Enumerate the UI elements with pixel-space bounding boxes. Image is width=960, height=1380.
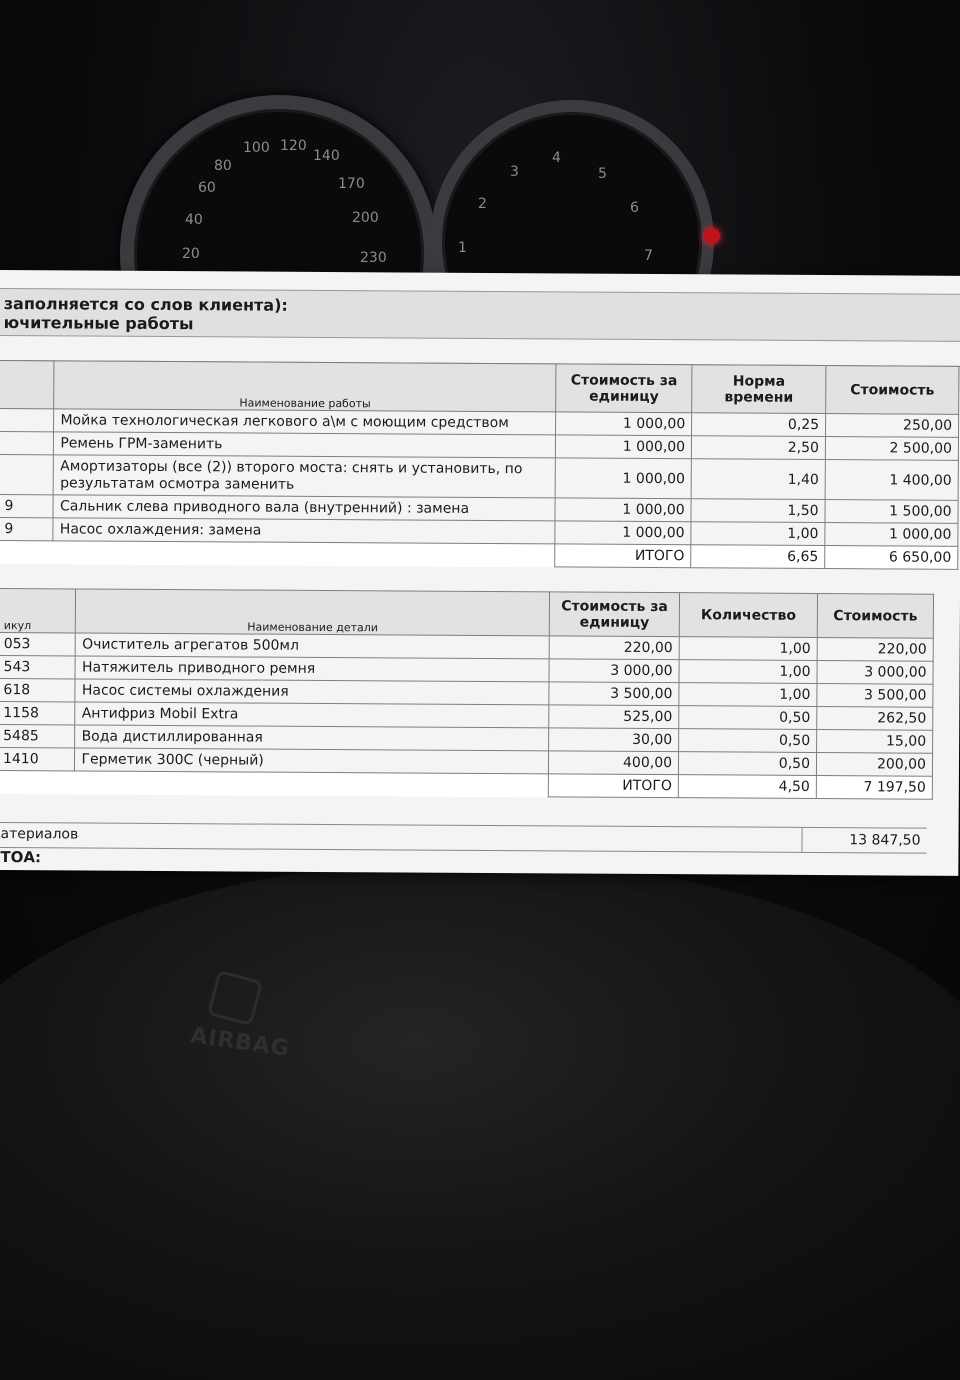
works-price-header: Стоимость за единицу [556,364,692,413]
part-qty: 0,50 [679,706,817,730]
works-total-norm: 6,65 [691,545,825,569]
work-name: Сальник слева приводного вала (внутренний) : замена [53,495,555,521]
parts-total-label: ИТОГО [548,774,678,798]
speedo-label: 170 [338,176,365,192]
part-cost: 262,50 [817,706,933,730]
work-name: Ремень ГРМ-заменить [54,432,556,458]
speedo-label: 230 [360,250,387,266]
tacho-label: 7 [644,248,653,264]
works-total-label: ИТОГО [555,544,691,568]
part-qty: 1,00 [679,660,817,684]
steering-wheel [0,860,960,1380]
speedo-label: 40 [185,212,203,228]
materials-label: атериалов [0,826,79,843]
parts-total-row [0,770,932,799]
work-norm: 1,50 [691,499,825,523]
works-table [0,360,959,570]
final-total-label: ТОА: [0,848,42,867]
part-price: 3 500,00 [549,682,679,706]
work-norm: 1,00 [691,522,825,546]
work-name: Мойка технологическая легкового а\м с моющим средством [54,409,556,435]
part-name: Насос системы охлаждения [75,679,549,705]
materials-summary-row [0,822,927,854]
work-code: 9 [0,494,54,517]
part-name: Вода дистиллированная [75,725,549,751]
work-name: Амортизаторы (все (2)) второго моста: снять и установить, по результатам осмотра заменить [54,455,556,498]
speedo-label: 80 [214,158,232,174]
parts-total-qty: 4,50 [678,775,816,799]
part-name: Антифриз Mobil Extra [75,702,549,728]
works-name-header: Наименование работы [54,361,556,412]
part-article: 5485 [0,724,75,747]
work-price: 1 000,00 [555,458,691,499]
speedo-label: 20 [182,246,200,262]
part-qty: 0,50 [678,752,816,776]
header-line-2: ючительные работы [3,313,194,334]
tacho-label: 5 [598,166,607,182]
header-line-1: заполняется со слов клиента): [3,294,288,315]
part-price: 525,00 [549,705,679,729]
part-cost: 15,00 [817,729,933,753]
work-price: 1 000,00 [556,435,692,459]
part-qty: 1,00 [679,637,817,661]
airbag-label: AIRBAG [188,1023,292,1062]
speedo-label: 200 [352,210,379,226]
part-price: 30,00 [549,728,679,752]
work-cost: 2 500,00 [825,437,958,461]
work-cost: 250,00 [826,414,959,438]
works-total-row [0,540,958,569]
part-qty: 1,00 [679,683,817,707]
work-code [0,454,54,494]
works-header-row [0,360,959,414]
part-price: 3 000,00 [549,659,679,683]
part-price: 220,00 [549,636,679,660]
parts-price-header: Стоимость за единицу [549,592,679,637]
speedo-label: 120 [280,138,307,154]
parts-total-cost: 7 197,50 [816,775,932,799]
part-article: 1158 [0,701,75,724]
parts-name-header: Наименование детали [76,589,550,636]
part-cost: 3 000,00 [817,660,933,684]
part-article: 1410 [0,747,75,770]
part-name: Натяжитель приводного ремня [75,656,549,682]
works-norm-header: Норма времени [692,365,826,414]
work-price: 1 000,00 [556,412,692,436]
part-cost: 220,00 [817,637,933,661]
parts-header-row [0,588,934,638]
work-norm: 1,40 [691,459,825,500]
part-price: 400,00 [549,751,679,775]
works-cost-header: Стоимость [826,366,959,415]
parts-table [0,588,934,800]
work-price: 1 000,00 [555,498,691,522]
parts-cost-header: Стоимость [817,594,933,639]
work-cost: 1 000,00 [825,523,958,547]
work-code [0,408,54,431]
part-article: 053 [0,632,76,655]
parts-qty-header: Количество [679,593,817,638]
work-price: 1 000,00 [555,521,691,545]
parts-article-header: икул [0,588,76,632]
materials-total: 13 847,50 [801,828,924,853]
part-cost: 3 500,00 [817,683,933,707]
works-code-header [0,360,54,408]
work-code: 9 [0,517,53,540]
tacho-label: 6 [630,200,639,216]
part-qty: 0,50 [679,729,817,753]
work-norm: 2,50 [692,436,826,460]
table-row [0,454,958,500]
part-article: 543 [0,655,76,678]
part-name: Очиститель агрегатов 500мл [76,633,550,659]
work-norm: 0,25 [692,413,826,437]
tacho-label: 1 [458,240,467,256]
speedo-label: 100 [243,140,270,156]
repair-estimate-document [0,270,960,876]
part-article: 618 [0,678,75,701]
tacho-label: 4 [552,150,561,166]
work-cost: 1 500,00 [825,500,958,524]
work-code [0,431,54,454]
tacho-label: 3 [510,164,519,180]
works-total-cost: 6 650,00 [825,546,958,570]
part-cost: 200,00 [816,752,932,776]
part-name: Герметик 300С (черный) [75,748,549,774]
warning-lamp-icon [704,228,720,244]
work-name: Насос охлаждения: замена [53,518,555,544]
work-cost: 1 400,00 [825,460,958,501]
tacho-label: 2 [478,196,487,212]
speedo-label: 140 [313,148,340,164]
speedo-label: 60 [198,180,216,196]
